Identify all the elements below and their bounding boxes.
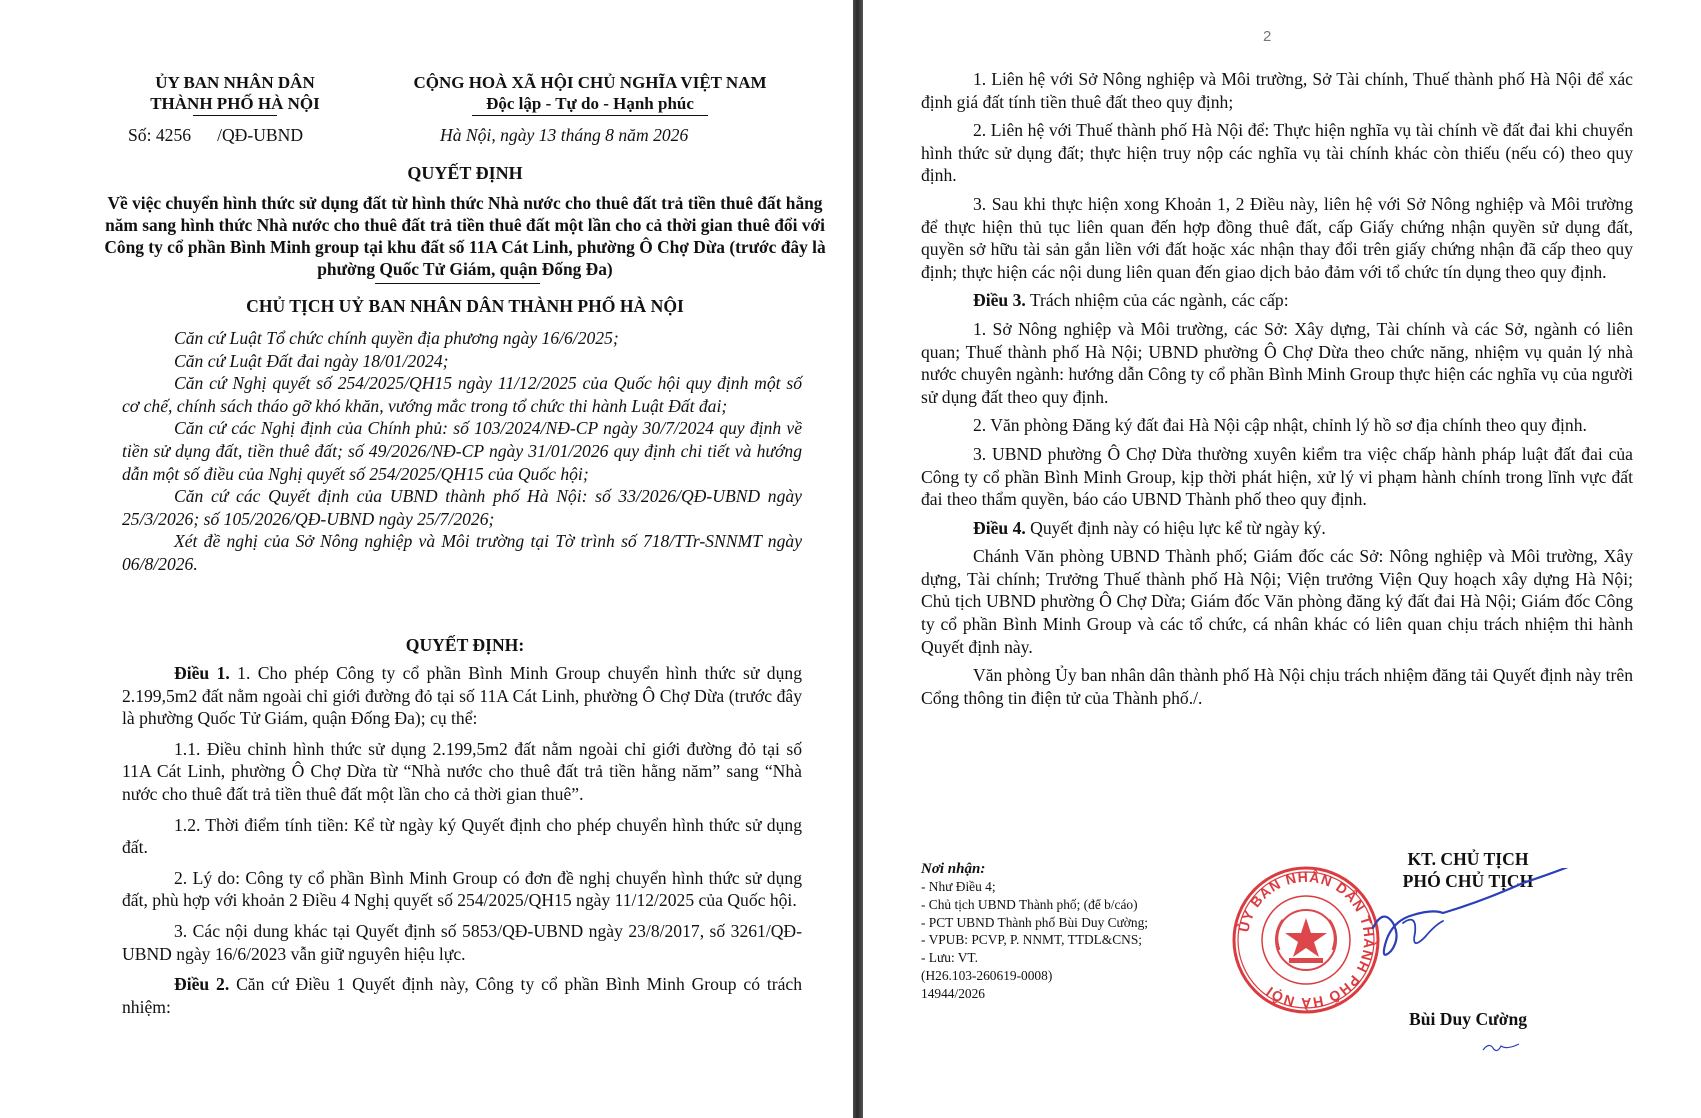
basis-line: Căn cứ các Nghị định của Chính phủ: số 103/2024/NĐ-CP ngày 30/7/2024 quy định về tiền sử dụng đất, tiền thuê đất; số 49/2026/NĐ-CP ngày 31/01/2026 quy định chi tiết và hướng dẫn một số điều của Nghị quyết số 254/2025/QH15 của Quốc hội; [122,418,802,484]
seal-text: ỦY BAN NHÂN DÂN THÀNH PHỐ HÀ NỘI [1235,868,1378,1012]
recipients-block [921,860,1241,1003]
paragraph: 1. Sở Nông nghiệp và Môi trường, các Sở: Xây dựng, Tài chính và các Sở, ngành có liên quan; Thuế thành phố Hà Nội; UBND phường Ô Chợ Dừa theo chức năng, nhiệm vụ quản lý nhà nước chuyên ngành: hướng dẫn Công ty cổ phần Bình Minh Group thực hiện các nghĩa vụ của người sử dụng đất theo quy định. [921,318,1633,407]
article-4-text: Quyết định này có hiệu lực kể từ ngày ký. [1025,517,1326,538]
page-2-body [921,68,1633,709]
document-subject: Về việc chuyển hình thức sử dụng đất từ hình thức Nhà nước cho thuê đất trả tiền thuê đất hằng năm sang hình thức Nhà nước cho thuê đất trả tiền thuê đất một lần cho cả thời gian thuê đổi với Công ty cổ phần Bình Minh group tại khu đất số 11A Cát Linh, phường Ô Chợ Dừa (trước đây là phường Quốc Tử Giám, quận Đống Đa) [104,193,826,279]
sign-title-line-1: KT. CHỦ TỊCH [1407,849,1529,869]
page-number: 2 [1263,28,1272,45]
basis-line: Căn cứ Nghị quyết số 254/2025/QH15 ngày 11/12/2025 của Quốc hội quy định một số cơ chế, chính sách tháo gỡ khó khăn, vướng mắc trong tổ chức thi hành Luật Đất đai; [122,373,802,416]
document-number [128,124,303,147]
page-gutter [853,0,863,1118]
paragraph: 2. Liên hệ với Thuế thành phố Hà Nội để: Thực hiện nghĩa vụ tài chính về đất đai khi chuyển hình thức sử dụng đất; thực hiện truy nộp các nghĩa vụ tài chính khác còn thiếu (nếu có) theo quy định. [921,120,1633,186]
recipient-item: - VPUB: PCVP, P. NNMT, TTDL&CNS; [921,932,1142,948]
motto-underline [472,115,708,116]
paragraph: 2. Lý do: Công ty cổ phần Bình Minh Group có đơn đề nghị chuyển hình thức sử dụng đất, phù hợp với khoản 2 Điều 4 Nghị quyết số 254/2025/QH15 ngày 11/12/2025 của Quốc hội. [122,867,802,911]
document-title: QUYẾT ĐỊNH [407,163,523,183]
number-suffix: /QĐ-UBND [217,125,304,145]
issuer-line-1: ỦY BAN NHÂN DÂN [155,73,315,92]
article-2 [122,973,802,1018]
issuer-line-2: THÀNH PHỐ HÀ NỘI [150,94,320,113]
recipient-item: (H26.103-260619-0008) [921,967,1053,983]
recipient-item: - PCT UBND Thành phố Bùi Duy Cường; [921,914,1148,930]
article-4 [921,517,1633,540]
paragraph: 2. Văn phòng Đăng ký đất đai Hà Nội cập nhật, chỉnh lý hồ sơ địa chính theo quy định. [973,415,1587,436]
article-1 [122,662,802,730]
page-2 [863,0,1701,1118]
paragraph: 1.2. Thời điểm tính tiền: Kể từ ngày ký Quyết định cho phép chuyển hình thức sử dụng đất. [122,814,802,858]
paragraph: 1. Liên hệ với Sở Nông nghiệp và Môi trường, Sở Tài chính, Thuế thành phố Hà Nội để xác định giá đất tính tiền thuê đất theo quy định; [921,69,1633,112]
legal-basis [122,327,802,576]
handwritten-signature [1363,868,1583,978]
paragraph: 3. Các nội dung khác tại Quyết định số 5853/QĐ-UBND ngày 23/8/2017, số 3261/QĐ-UBND ngày 16/6/2023 vẫn giữ nguyên hiệu lực. [122,920,802,964]
article-3-label: Điều 3. [973,290,1026,311]
article-1-label: Điều 1. [174,663,230,683]
recipients-title: Nơi nhận: [921,861,986,877]
issuer-header [120,72,350,116]
subject-underline [375,283,540,284]
article-2-label: Điều 2. [174,974,230,995]
article-4-label: Điều 4. [973,517,1026,538]
article-1-text: 1. Cho phép Công ty cổ phần Bình Minh Group chuyển hình thức sử dụng 2.199,5m2 đất nằm ngoài chỉ giới đường đỏ tại số 11A Cát Linh, phường Ô Chợ Dừa (trước đây là phường Quốc Tử Giám, quận Đống Đa); cụ thể: [122,663,802,729]
article-3-text: Trách nhiệm của các ngành, các cấp: [1025,290,1289,311]
page-1-body [122,662,802,1018]
basis-line: Xét đề nghị của Sở Nông nghiệp và Môi trường tại Tờ trình số 718/TTr-SNNMT ngày 06/8/2026. [122,531,802,574]
recipient-item: 14944/2026 [921,985,985,1001]
national-header [380,72,800,116]
signer-name: Bùi Duy Cường [1408,1009,1528,1029]
national-motto: Độc lập - Tự do - Hạnh phúc [486,94,694,113]
paragraph: Văn phòng Ủy ban nhân dân thành phố Hà Nội chịu trách nhiệm đăng tải Quyết định này trên Cổng thông tin điện tử của Thành phố./. [921,665,1633,708]
number-label: Số: 4256 [128,125,192,145]
sign-title-line-2: PHÓ CHỦ TỊCH [1402,871,1534,891]
article-3 [921,289,1633,312]
authority-heading: CHỦ TỊCH UỶ BAN NHÂN DÂN THÀNH PHỐ HÀ NỘI [246,296,684,316]
paragraph: 3. Sau khi thực hiện xong Khoản 1, 2 Điều này, liên hệ với Sở Nông nghiệp và Môi trường để thực hiện thủ tục liên quan đến hợp đồng thuê đất, cấp Giấy chứng nhận quyền sử dụng đất, quyền sở hữu tài sản gắn liền với đất hoặc xác nhận thay đổi trên giấy chứng nhận đã cấp theo quy định; thực hiện các nội dung liên quan đến giao dịch bảo đảm với tổ chức tín dụng theo quy định. [921,193,1633,282]
recipient-item: - Chủ tịch UBND Thành phố; (để b/cáo) [921,896,1138,912]
issuer-underline [193,115,277,116]
decision-heading: QUYẾT ĐỊNH: [405,635,525,655]
paragraph: 3. UBND phường Ô Chợ Dừa thường xuyên kiểm tra việc chấp hành pháp luật đất đai của Công ty cổ phần Bình Minh Group, kịp thời phát hiện, xử lý vi phạm hành chính trong lĩnh vực đất đai theo thẩm quyền, báo cáo UBND Thành phố theo quy định. [921,443,1633,510]
initials-mark [1481,1040,1521,1054]
document-date: Hà Nội, ngày 13 tháng 8 năm 2026 [440,125,689,145]
paragraph: Chánh Văn phòng UBND Thành phố; Giám đốc các Sở: Nông nghiệp và Môi trường, Xây dựng, Tài chính; Trưởng Thuế thành phố Hà Nội; Viện trưởng Viện Quy hoạch xây dựng Hà Nội; Chủ tịch UBND phường Ô Chợ Dừa; Giám đốc Văn phòng đăng ký đất đai Hà Nội; Giám đốc Công ty cổ phần Bình Minh Group và các tổ chức, cá nhân khác có liên quan chịu trách nhiệm thi hành Quyết định này. [921,546,1633,657]
article-2-text: Căn cứ Điều 1 Quyết định này, Công ty cổ phần Bình Minh Group có trách nhiệm: [122,974,803,1017]
national-title: CỘNG HOÀ XÃ HỘI CHỦ NGHĨA VIỆT NAM [413,73,767,92]
recipient-item: - Như Điều 4; [921,879,996,894]
basis-line: Căn cứ Luật Tổ chức chính quyền địa phương ngày 16/6/2025; [174,328,619,348]
recipient-item: - Lưu: VT. [921,950,978,966]
paragraph: 1.1. Điều chỉnh hình thức sử dụng 2.199,5m2 đất nằm ngoài chỉ giới đường đỏ tại số 11A Cát Linh, phường Ô Chợ Dừa từ “Nhà nước cho thuê đất trả tiền hằng năm” sang “Nhà nước cho thuê đất trả tiền thuê đất một lần cho cả thời gian thuê”. [122,738,802,804]
basis-line: Căn cứ các Quyết định của UBND thành phố Hà Nội: số 33/2026/QĐ-UBND ngày 25/3/2026; số 105/2026/QĐ-UBND ngày 25/7/2026; [122,486,802,529]
basis-line: Căn cứ Luật Đất đai ngày 18/01/2024; [174,350,449,371]
